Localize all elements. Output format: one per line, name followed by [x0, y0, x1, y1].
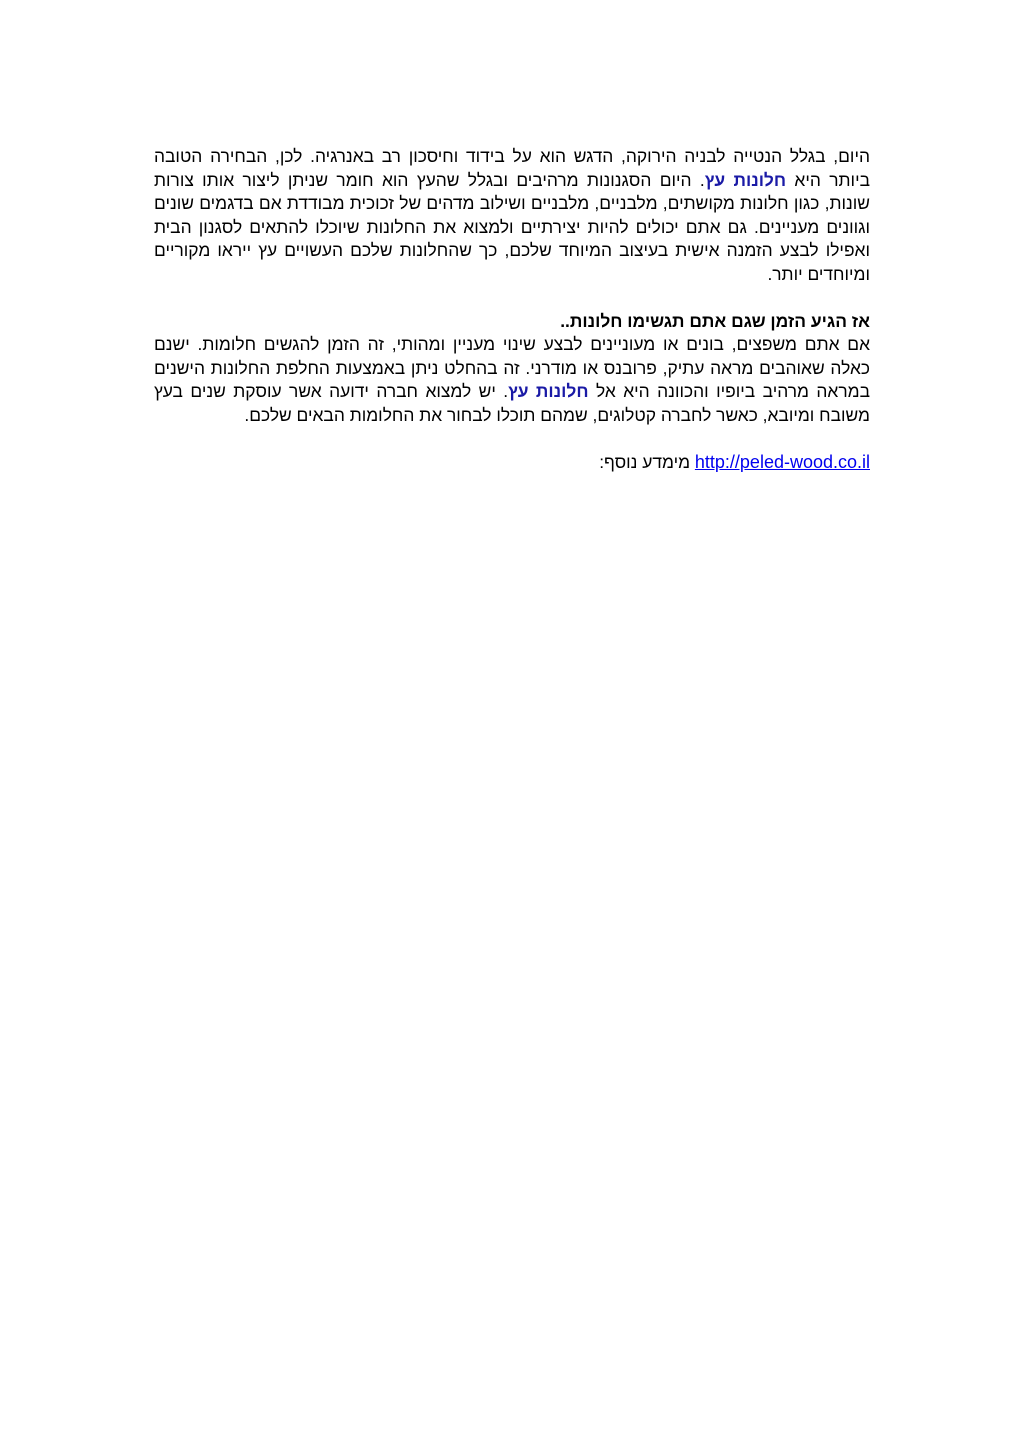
paragraph-spacer: [154, 427, 870, 451]
article: [154, 145, 870, 474]
paragraph-spacer: [154, 286, 870, 310]
intro-text-end: . היום הסגנונות מרהיבים ובגלל שהעץ הוא חומר שניתן ליצור אותו צורות שונות, כגון חלונות מקושתים, מלבניים, מלבניים ושילוב מדהים של זכוכית מבודדת אם בדגמים שונים וגוונים מעניינים. גם אתם יכולים להיות יצירתיים ולמצוא את החלונות שיוכלו להתאים לסגנון הבית ואפילו לבצע הזמנה אישית בעיצוב המיוחד שלכם, כך שהחלונות שלכם העשויים עץ ייראו מקוריים ומיוחדים יותר.: [154, 169, 870, 284]
second-text-start: אם אתם משפצים, בונים או מעוניינים לבצע שינוי מעניין ומהותי, זה הזמן להגשים חלומות. ישנם כאלה שאוהבים מראה עתיק, פרובנס או מודרני. זה בהחלט ניתן באמצעות החלפת החלונות הישנים במראה מרהיב ביופיו והכוונה היא אל: [154, 334, 870, 401]
source-line: [154, 451, 870, 475]
second-text-end: . יש למצוא חברה ידועה אשר עוסקת שנים בעץ משובח ומיובא, כאשר לחברה קטלוגים, שמהם תוכלו לבחור את החלומות הבאים שלכם.: [154, 381, 870, 425]
wood-windows-keyword: חלונות עץ: [704, 169, 787, 190]
wood-windows-keyword: חלונות עץ: [508, 381, 589, 401]
intro-paragraph: [154, 145, 870, 286]
second-paragraph: [154, 333, 870, 427]
source-link[interactable]: http://peled-wood.co.il: [694, 451, 870, 472]
section-heading: אז הגיע הזמן שגם אתם תגשימו חלונות..: [560, 310, 870, 331]
intro-text-start: היום, בגלל הנטייה לבניה הירוקה, הדגש הוא על בידוד וחיסכון רב באנרגיה. לכן, הבחירה הטובה ביותר היא: [154, 146, 870, 190]
source-label: מימדע נוסף:: [599, 451, 691, 472]
